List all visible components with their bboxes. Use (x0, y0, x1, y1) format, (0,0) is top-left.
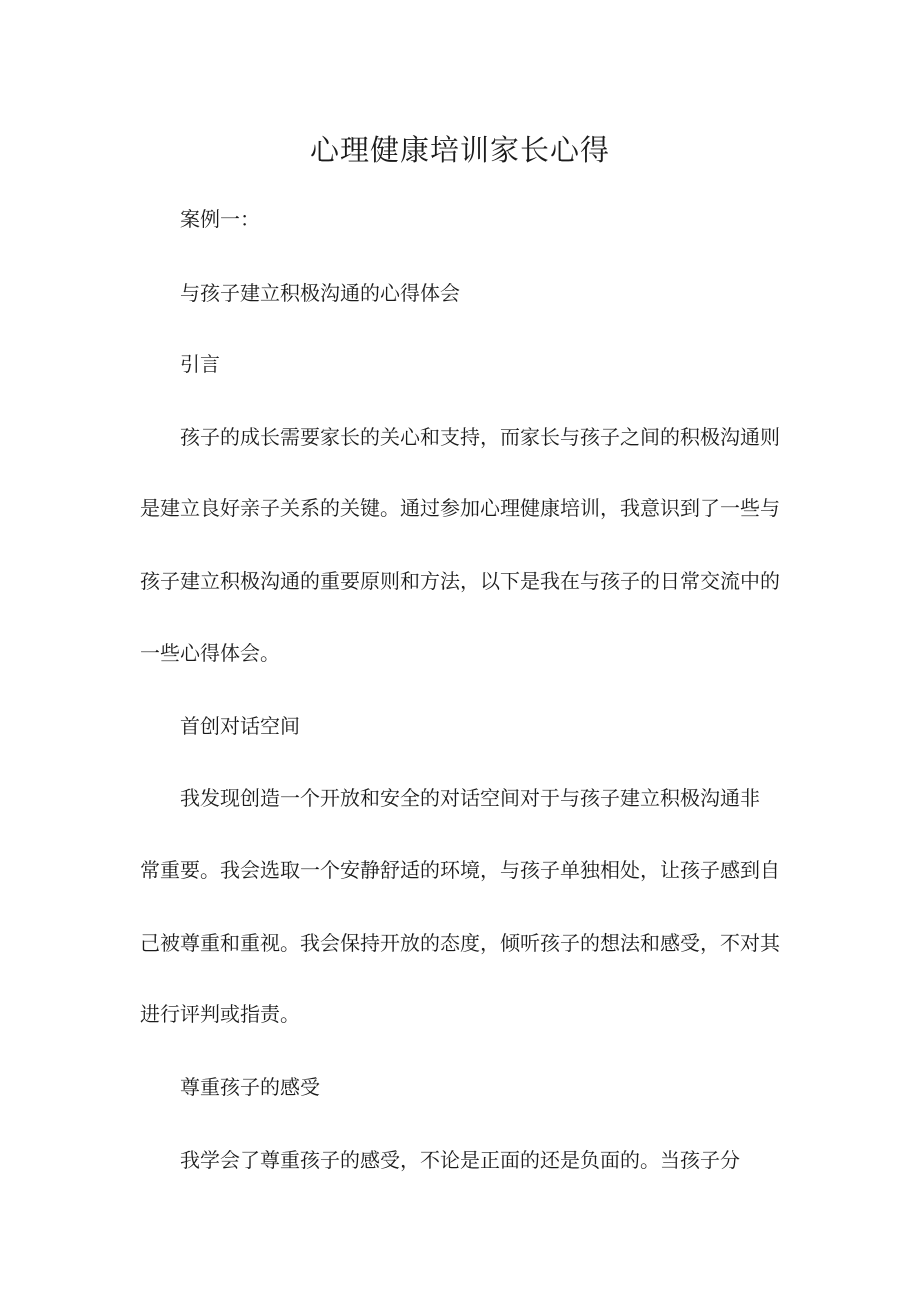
page-title: 心理健康培训家长心得 (309, 133, 610, 167)
intro-heading: 引言 (180, 352, 220, 376)
section1-paragraph-line: 常重要。我会选取一个安静舒适的环境，与孩子单独相处，让孩子感到自 (140, 858, 780, 882)
case-label: 案例一： (180, 207, 260, 231)
section-heading-respect-feelings: 尊重孩子的感受 (180, 1075, 320, 1099)
intro-paragraph-line: 孩子的成长需要家长的关心和支持，而家长与孩子之间的积极沟通则 (180, 425, 780, 449)
section1-paragraph-line: 己被尊重和重视。我会保持开放的态度，倾听孩子的想法和感受，不对其 (140, 931, 780, 955)
section-heading-dialogue-space: 首创对话空间 (180, 714, 300, 738)
intro-paragraph-line: 孩子建立积极沟通的重要原则和方法，以下是我在与孩子的日常交流中的 (140, 569, 780, 593)
section1-paragraph-line: 进行评判或指责。 (140, 1002, 300, 1026)
intro-paragraph-line: 一些心得体会。 (140, 641, 280, 665)
intro-paragraph-line: 是建立良好亲子关系的关键。通过参加心理健康培训，我意识到了一些与 (140, 496, 780, 520)
section2-paragraph-line: 我学会了尊重孩子的感受，不论是正面的还是负面的。当孩子分 (180, 1148, 740, 1172)
section1-paragraph-line: 我发现创造一个开放和安全的对话空间对于与孩子建立积极沟通非 (180, 786, 760, 810)
document-subtitle: 与孩子建立积极沟通的心得体会 (180, 281, 460, 305)
